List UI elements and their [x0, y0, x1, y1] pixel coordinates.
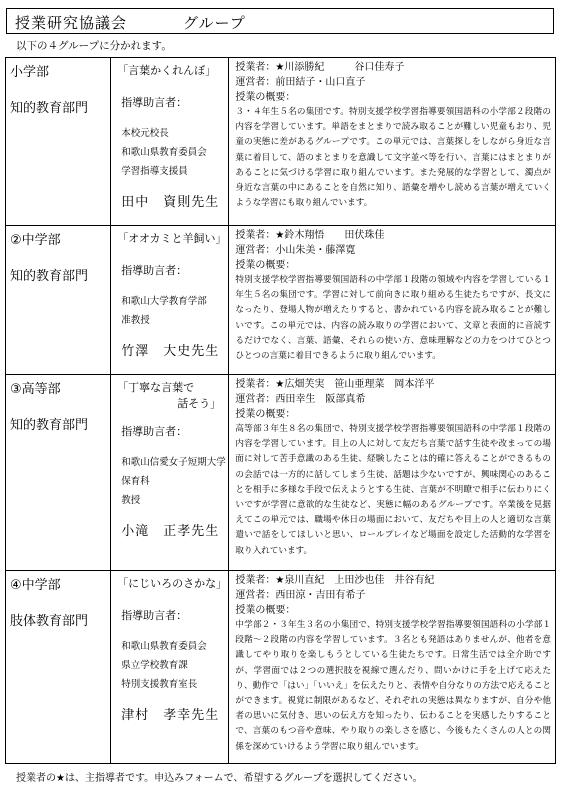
footer-note: 授業者の★は、主指導者です。申込みフォームで、希望するグループを選択してください。	[16, 773, 423, 784]
lesson-theme: 「にじいろのさかな」	[117, 577, 228, 590]
operators: 運営者：小山朱美・藤澤寛	[235, 245, 356, 256]
group-row-3	[6, 375, 556, 571]
advisor-name: 田中 資則先生	[121, 195, 220, 210]
advisor-affiliation: 和歌山県教育委員会 県立学校教育課 特別支援教育室長	[121, 641, 207, 690]
overview-label: 授業の概要：	[235, 260, 296, 271]
advisor-label: 指導助言者：	[121, 425, 188, 438]
advisor-label: 指導助言者：	[121, 96, 188, 109]
lesson-theme: 「丁寧な言葉で	[117, 381, 195, 394]
advisor-affiliation: 和歌山大学教育学部 准教授	[121, 296, 207, 326]
lesson-theme: 「言葉かくれんぼ」	[117, 64, 217, 77]
overview-text: 特別支援学校学習指導要領国語科の中学部１段階の領域や内容を学習している１年生５名の集団です。学習に対して前向きに取り組める生徒たちですが、長文になったり、登場人物が増えたりすると、書かれている内容を読み取ることが難しいです。この単元では、内容の読み取りの学習において、文章と表面的に音読するだけでなく、言葉、語彙、それらの使い方、意味理解などの力をつけてひとつひとつの言葉に着目できるように取り組んでいます。	[235, 275, 551, 362]
group-row-4	[6, 571, 556, 764]
school-name: 小学部	[10, 65, 50, 80]
advisor-label: 指導助言者：	[121, 609, 188, 622]
overview-text: 高等部３年生８名の集団で、特別支援学校学習指導要領国語科の中学部１段階の内容を学習しています。目上の人に対して友だち言葉で話す生徒や改まっての場面に対して苦手意識のある生徒、経験したことは的確に答えることができるものの会話では一方的に話してしまう生徒、話題は少ないですが、興味関心のあることを相手に多様な手段で伝えようとする生徒、言葉が不明瞭で相手に伝わりにくいですが学習に意欲的な生徒など、実態に幅のあるグループです。卒業後を見据えてこの単元では、職場や休日の場面において、友だちや目上の人と適切な言葉遣いで話をしてほしいと思い、ロールプレイなど場面を設定した活動的な学習を取り入れています。	[235, 424, 551, 556]
school-name: ③高等部	[10, 382, 61, 397]
operators: 運営者：西田涼・吉田有希子	[235, 590, 366, 601]
presenters: 授業者：★川添勝紀 谷口佳寿子	[235, 62, 405, 73]
advisor-affiliation: 本校元校長 和歌山県教育委員会 学習指導支援員	[121, 128, 207, 177]
lesson-theme: 「オオカミと羊飼い」	[117, 232, 227, 245]
group-row-2	[6, 226, 556, 375]
advisor-name: 竹澤 大史先生	[121, 344, 220, 359]
department-name: 知的教育部門	[10, 101, 89, 116]
overview-text: 中学部２・３年生３名の小集団で、特別支援学校学習指導要領国語科の小学部１段階～２段階の内容を学習しています。３名とも発語はありませんが、他者を意識してやり取りを楽しもうとしている生徒たちです。日常生活では全介助ですが、学習面では２つの選択肢を視線で選んだり、問いかけに手を上げて応えたり、動作で「はい」「いいえ」を伝えたりと、表情や自分なりの方法で応えることができます。視覚に制限があるなど、それぞれの実態は異なりますが、自分や他者の思いに気付き、思いの伝え方を知ったり、伝わることを実感したりすることで、言葉のもつ音や意味、やり取りの楽しさを感じ、今後もたくさんの人との関係を深めていけるよう学習に取り組んでいます。	[235, 620, 551, 752]
overview-text: ３・４年生５名の集団です。特別支援学校学習指導要領国語科の小学部２段階の内容を学習しています。単語をまとまりで読み取ることが難しい児童もおり、児童の実態に差があるグループです。この単元では、言葉探しをしながら身近な言葉に着目して、語のまとまりを意識して文字並べ等を行い、言葉にはまとまりがあることに気づける学習に取り組んでいます。また発展的な学習として、濁点が身近な言葉の中にあることを自然に知り、語彙を増やし読める言葉が増えていくような学習にも取り組んでいます。	[235, 107, 551, 209]
page-subtitle: グループ	[183, 14, 246, 32]
intro-text: 以下の４グループに分かれます。	[16, 40, 172, 52]
group-row-1	[6, 58, 556, 226]
advisor-label: 指導助言者：	[121, 264, 188, 277]
title-box	[6, 8, 554, 34]
overview-label: 授業の概要：	[235, 409, 296, 420]
presenters: 授業者：★広畑芙実 笹山亜理菜 岡本洋平	[235, 379, 435, 390]
department-name: 知的教育部門	[10, 418, 89, 433]
page-title: 授業研究協議会	[15, 14, 128, 32]
department-name: 知的教育部門	[10, 269, 89, 284]
school-name: ②中学部	[10, 233, 61, 248]
presenters: 授業者：★泉川直紀 上田沙也佳 井谷有紀	[235, 575, 435, 586]
presenters: 授業者：★鈴木翔悟 田伏珠佳	[235, 230, 385, 241]
operators: 運営者：前田結子・山口直子	[235, 77, 366, 88]
overview-label: 授業の概要：	[235, 92, 296, 103]
school-name: ④中学部	[10, 578, 61, 593]
lesson-theme-line2: 話そう」	[177, 397, 222, 410]
group-table	[5, 57, 556, 764]
advisor-affiliation: 和歌山信愛女子短期大学 保育科 教授	[121, 457, 226, 506]
department-name: 肢体教育部門	[10, 614, 89, 629]
advisor-name: 津村 孝幸先生	[121, 708, 220, 723]
operators: 運営者：西田幸生 阪部真希	[235, 394, 366, 405]
overview-label: 授業の概要：	[235, 605, 296, 616]
advisor-name: 小滝 正孝先生	[121, 524, 220, 539]
